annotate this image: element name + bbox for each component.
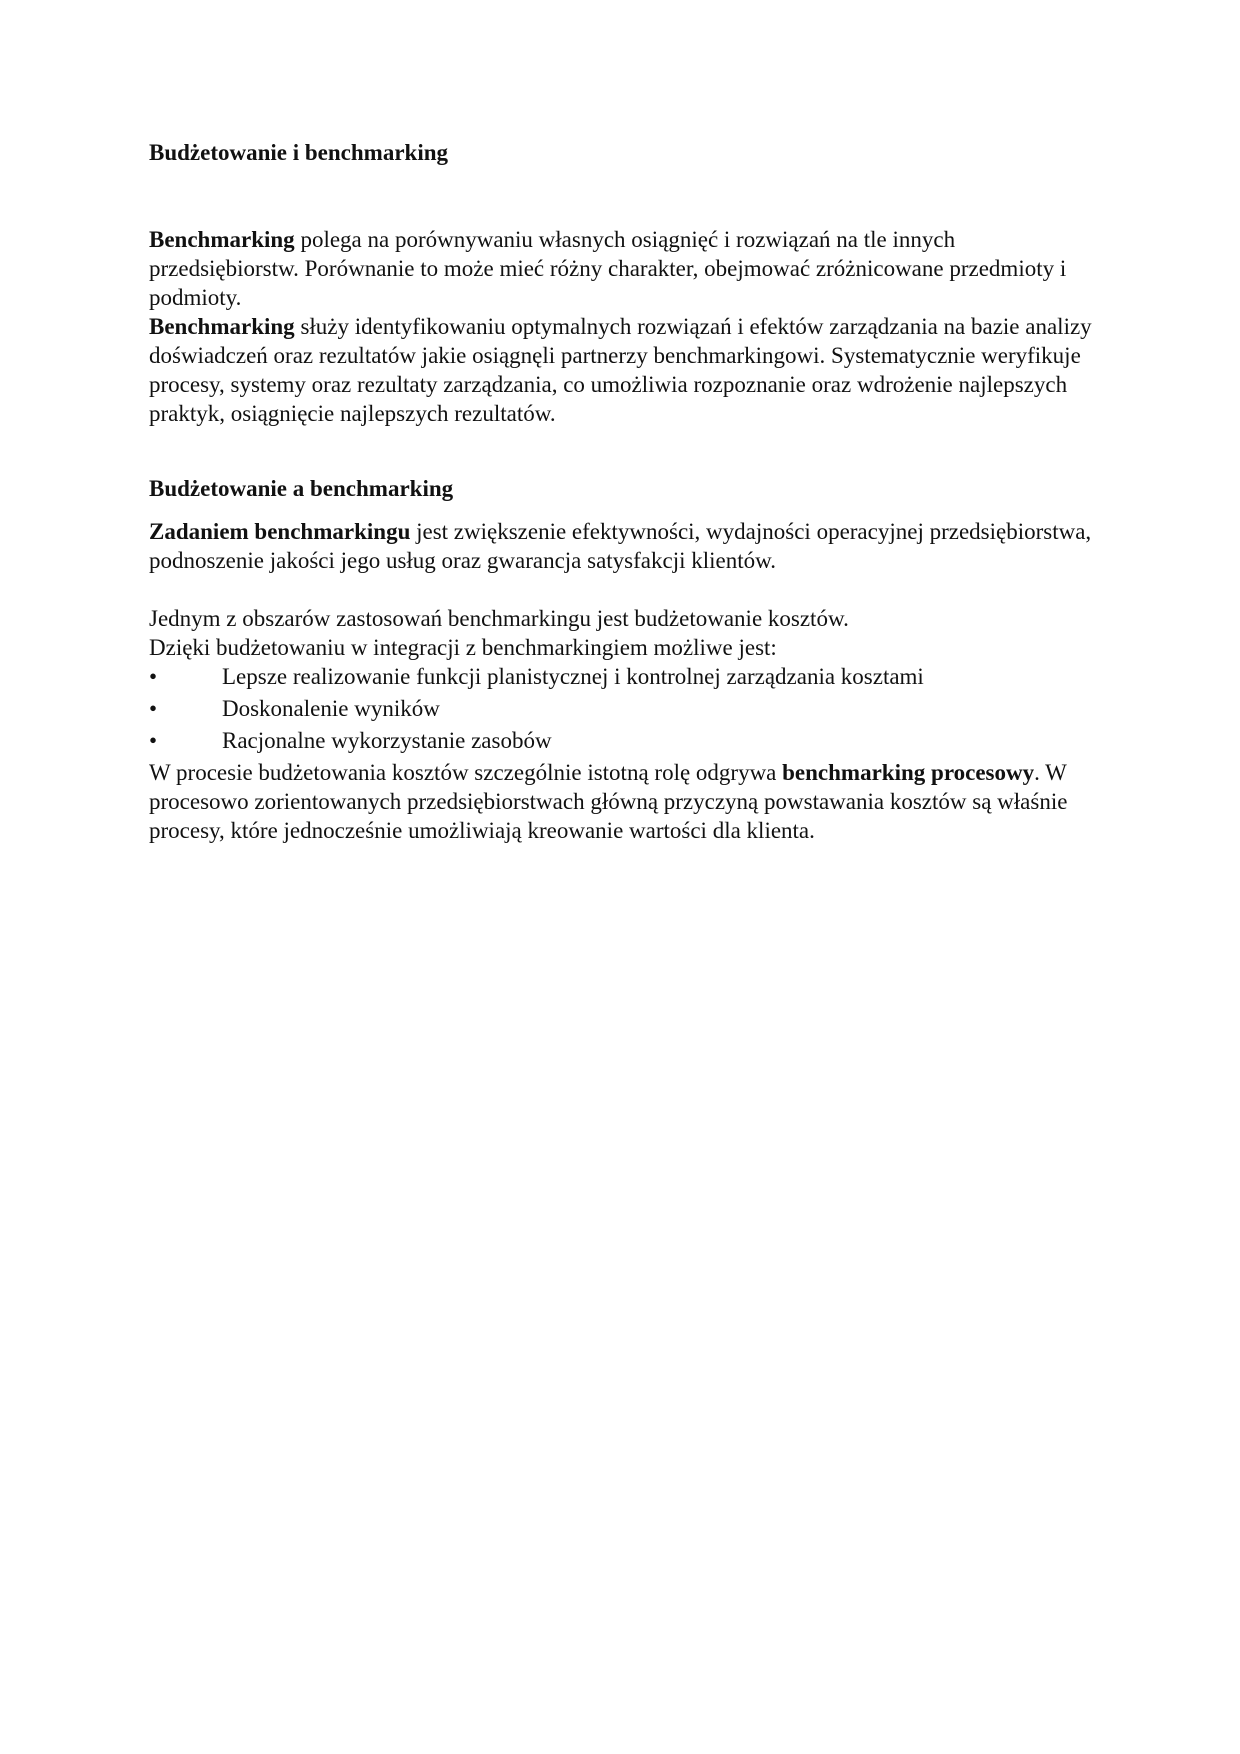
section-1-title: Budżetowanie i benchmarking bbox=[149, 140, 449, 165]
list-item-text: Lepsze realizowanie funkcji planistycznej i kontrolnej zarządzania kosztami bbox=[222, 664, 924, 689]
list-item bbox=[149, 662, 1109, 694]
spacer bbox=[149, 575, 1109, 604]
paragraph-text: jest zwiększenie efektywności, wydajności operacyjnej przedsiębiorstwa, podnoszenie jakości jego usług oraz gwarancja satysfakcji klientów. bbox=[149, 519, 1092, 573]
term-benchmarking-procesowy: benchmarking procesowy bbox=[782, 760, 1035, 785]
paragraph-text: polega na porównywaniu własnych osiągnięć i rozwiązań na tle innych przedsiębiorstw. Porównanie to może mieć różny charakter, obejmować zróżnicowane przedmioty i podmioty. bbox=[149, 227, 1067, 310]
term-benchmarking: Benchmarking bbox=[149, 314, 295, 339]
section-1-paragraph-1 bbox=[149, 225, 1109, 312]
spacer bbox=[149, 167, 1109, 225]
spacer bbox=[149, 503, 1109, 517]
section-2-paragraph-1 bbox=[149, 517, 1109, 575]
section-2-title: Budżetowanie a benchmarking bbox=[149, 476, 454, 501]
document-page bbox=[149, 138, 1109, 845]
term-zadaniem-benchmarkingu: Zadaniem benchmarkingu bbox=[149, 519, 411, 544]
bullet-icon: • bbox=[149, 728, 158, 753]
paragraph-text: W procesie budżetowania kosztów szczególnie istotną rolę odgrywa bbox=[149, 760, 783, 785]
spacer bbox=[149, 428, 1109, 474]
paragraph-text: . W procesowo zorientowanych przedsiębiorstwach główną przyczyną powstawania kosztów są właśnie procesy, które jednocześnie umożliwiają kreowanie wartości dla klienta. bbox=[149, 760, 1068, 843]
section-1-paragraph-2 bbox=[149, 312, 1109, 428]
term-benchmarking: Benchmarking bbox=[149, 227, 295, 252]
list-item-text: Doskonalenie wyników bbox=[222, 696, 440, 721]
bullet-icon: • bbox=[149, 696, 158, 721]
list-item bbox=[149, 726, 1109, 758]
list-item bbox=[149, 694, 1109, 726]
bullet-icon: • bbox=[149, 664, 158, 689]
bullet-list bbox=[149, 662, 1109, 758]
list-item-text: Racjonalne wykorzystanie zasobów bbox=[222, 728, 552, 753]
section-2-paragraph-3 bbox=[149, 758, 1109, 845]
paragraph-text: służy identyfikowaniu optymalnych rozwiązań i efektów zarządzania na bazie analizy doświadczeń oraz rezultatów jakie osiągnęli partnerzy benchmarkingowi. Systematycznie weryfikuje procesy, systemy oraz rezultaty zarządzania, co umożliwia rozpoznanie oraz wdrożenie najlepszych praktyk, osiągnięcie najlepszych rezultatów. bbox=[149, 314, 1092, 426]
section-2-paragraph-2-line-2: Dzięki budżetowaniu w integracji z benchmarkingiem możliwe jest: bbox=[149, 635, 777, 660]
section-2-paragraph-2-line-1: Jednym z obszarów zastosowań benchmarkingu jest budżetowanie kosztów. bbox=[149, 606, 849, 631]
